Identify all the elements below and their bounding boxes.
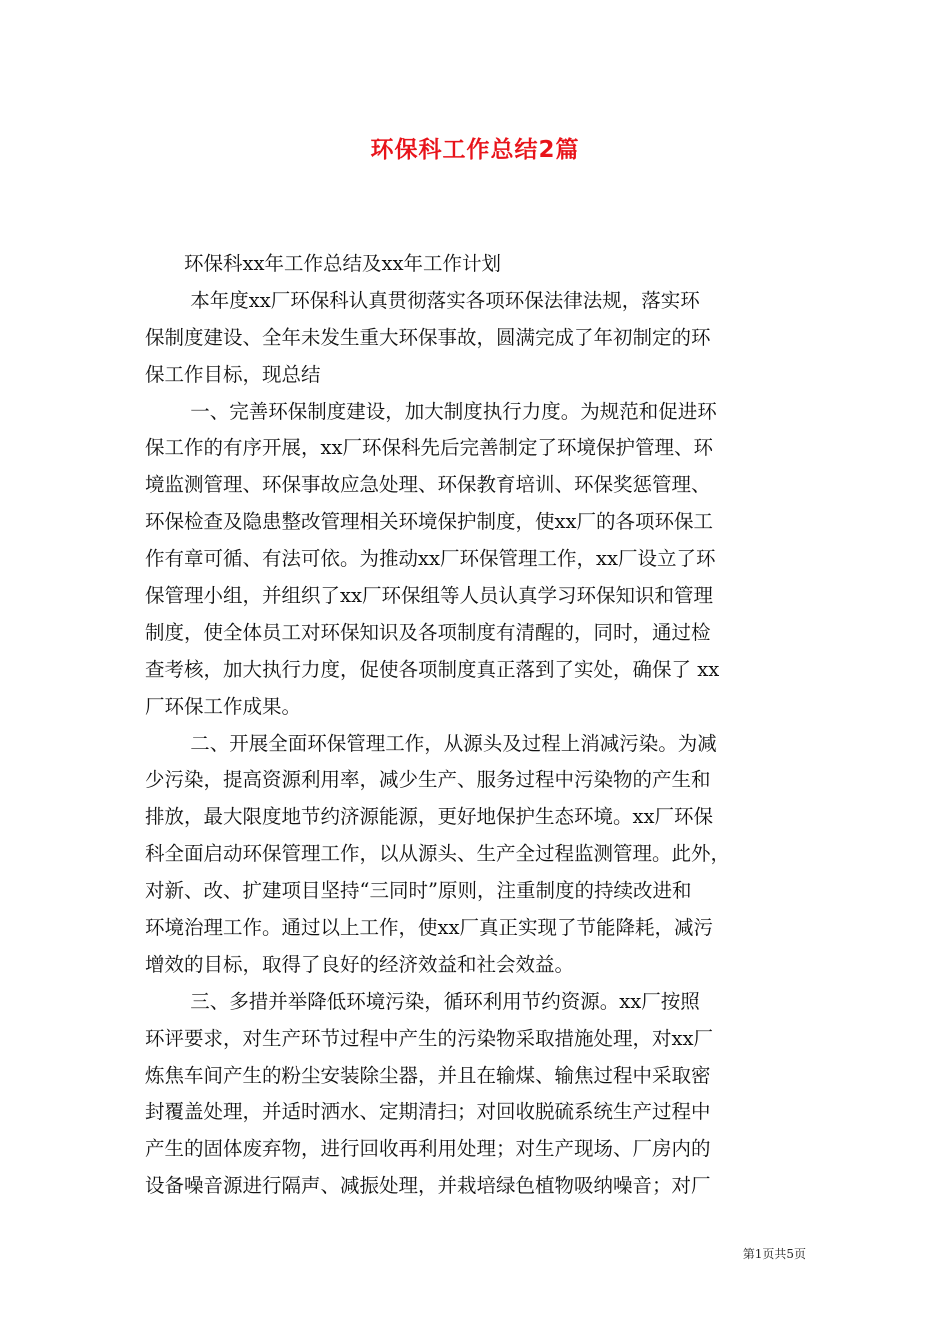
text-line: 厂环保工作成果。 (145, 694, 302, 718)
page-title: 环保科工作总结2篇 (370, 137, 580, 163)
text-line: 境监测管理、环保事故应急处理、环保教育培训、环保奖惩管理、 (145, 473, 711, 497)
text-line: 保管理小组，并组织了xx厂环保组等人员认真学习环保知识和管理 (145, 584, 713, 608)
text-line: 对新、改、扩建项目坚持“三同时”原则，注重制度的持续改进和 (145, 879, 692, 903)
text-line: 环境治理工作。通过以上工作，使xx厂真正实现了节能降耗，减污 (145, 916, 713, 940)
text-line: 一、完善环保制度建设，加大制度执行力度。为规范和促进环 (145, 399, 717, 423)
text-line: 二、开展全面环保管理工作，从源头及过程上消减污染。为减 (145, 731, 717, 755)
text-line: 少污染，提高资源利用率，减少生产、服务过程中污染物的产生和 (145, 768, 711, 792)
text-line: 保制度建设、全年未发生重大环保事故，圆满完成了年初制定的环 (145, 325, 711, 349)
text-line: 作有章可循、有法可依。为推动xx厂环保管理工作，xx厂设立了环 (145, 547, 716, 571)
text-line: 本年度xx厂环保科认真贯彻落实各项环保法律法规，落实环 (145, 288, 700, 312)
page-number: 第1页共5页 (742, 1247, 806, 1261)
text-line: 封覆盖处理，并适时洒水、定期清扫；对回收脱硫系统生产过程中 (145, 1100, 711, 1124)
text-line: 排放，最大限度地节约济源能源，更好地保护生态环境。xx厂环保 (145, 805, 713, 829)
text-line: 炼焦车间产生的粉尘安装除尘器，并且在输煤、输焦过程中采取密 (145, 1063, 711, 1087)
text-line: 环评要求，对生产环节过程中产生的污染物采取措施处理，对xx厂 (145, 1026, 713, 1050)
text-line: 保工作目标，现总结 (145, 362, 321, 386)
text-line: 保工作的有序开展，xx厂环保科先后完善制定了环境保护管理、环 (145, 436, 713, 460)
text-line: 环保检查及隐患整改管理相关环境保护制度，使xx厂的各项环保工 (145, 510, 713, 534)
text-line: 产生的固体废弃物，进行回收再利用处理；对生产现场、厂房内的 (145, 1137, 711, 1161)
text-line: 科全面启动环保管理工作，以从源头、生产全过程监测管理。此外， (145, 842, 731, 866)
document-body (145, 246, 809, 1205)
text-line: 查考核，加大执行力度，促使各项制度真正落到了实处，确保了 xx (145, 657, 720, 681)
text-line: 设备噪音源进行隔声、减振处理，并栽培绿色植物吸纳噪音；对厂 (145, 1174, 711, 1198)
text-line: 增效的目标，取得了良好的经济效益和社会效益。 (145, 952, 575, 976)
text-line: 三、多措并举降低环境污染，循环利用节约资源。xx厂按照 (145, 989, 700, 1013)
text-line: 制度，使全体员工对环保知识及各项制度有清醒的，同时，通过检 (145, 620, 711, 644)
text-line: 环保科xx年工作总结及xx年工作计划 (145, 252, 501, 275)
